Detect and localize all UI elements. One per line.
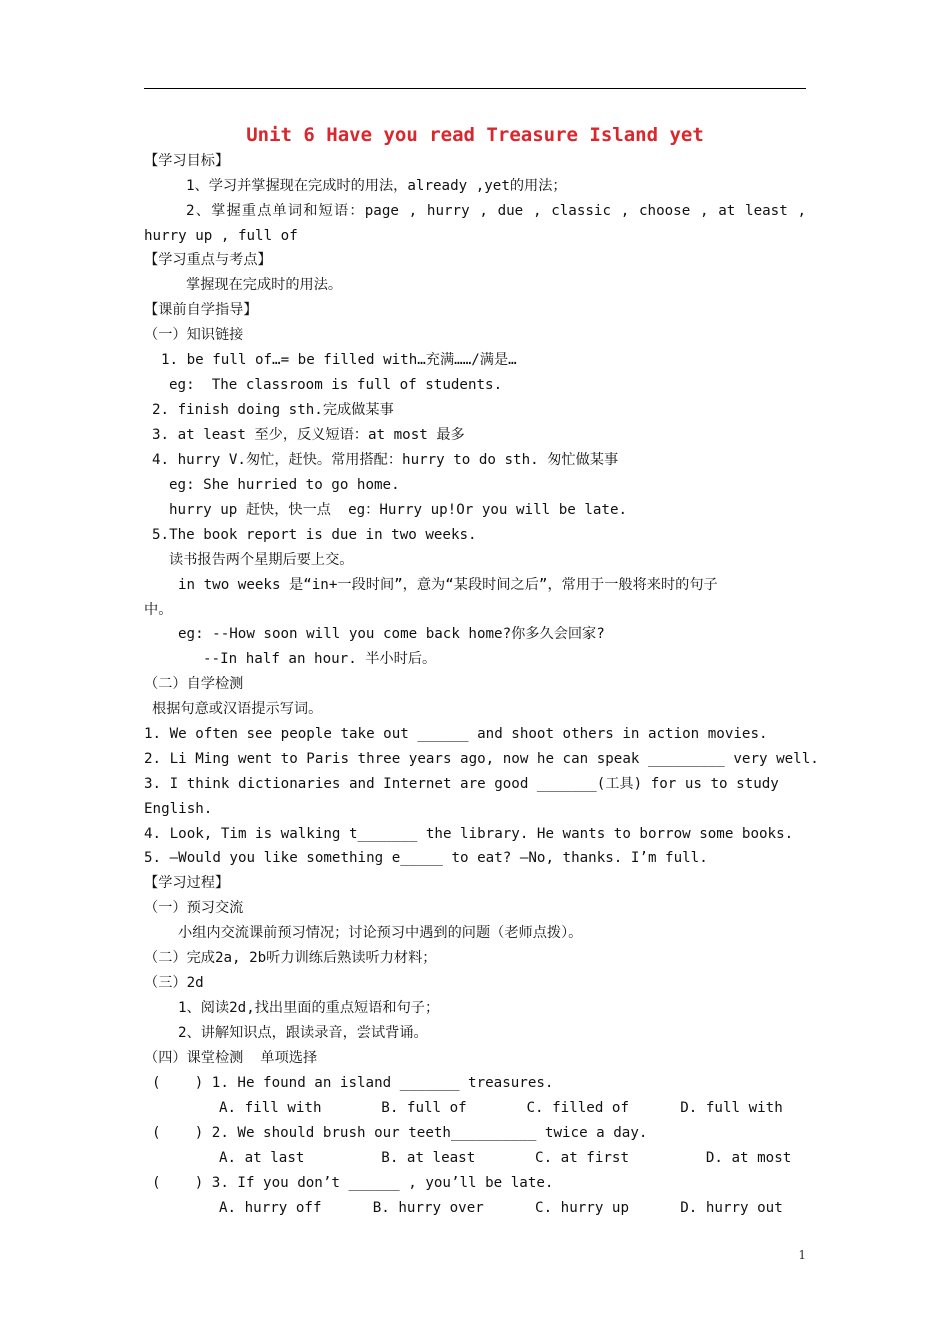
text-line: 中。 — [144, 602, 173, 618]
options-line: A. at last B. at least C. at first D. at most — [219, 1150, 792, 1166]
subsection-heading: （二）自学检测 — [144, 676, 244, 692]
text-line: eg: --How soon will you come back home?你多久会回家? — [178, 626, 605, 642]
text-line: --In half an hour. 半小时后。 — [203, 651, 437, 667]
section-heading: 【课前自学指导】 — [144, 302, 258, 318]
text-line: 1、学习并掌握现在完成时的用法，already ,yet的用法； — [186, 178, 567, 194]
text-line: in two weeks 是“in+一段时间”，意为“某段时间之后”，常用于一般将来时的句子 — [178, 577, 718, 593]
subsection-heading: （一）知识链接 — [144, 327, 244, 343]
subsection-heading: （一）预习交流 — [144, 900, 244, 916]
text-line: 2. finish doing sth.完成做某事 — [152, 402, 394, 418]
text-line: 5.The book report is due in two weeks. — [152, 527, 477, 543]
text-line: 2、掌握重点单词和短语：page , hurry , due , classic , choose , at least , — [186, 203, 806, 219]
text-line: 小组内交流课前预习情况；讨论预习中遇到的问题（老师点拨）。 — [178, 925, 583, 941]
subsection-heading: （三）2d — [144, 975, 204, 991]
text-line: 读书报告两个星期后要上交。 — [169, 552, 354, 568]
section-heading: 【学习目标】 — [144, 153, 230, 169]
exercise-line: English. — [144, 801, 213, 817]
text-line: 3. at least 至少，反义短语：at most 最多 — [152, 427, 465, 443]
subsection-heading: （四）课堂检测 单项选择 — [144, 1050, 318, 1066]
exercise-line: 2. Li Ming went to Paris three years ago, now he can speak _________ very well. — [144, 751, 819, 767]
exercise-line: 5. —Would you like something e_____ to eat? —No, thanks. I’m full. — [144, 850, 708, 866]
section-heading: 【学习重点与考点】 — [144, 252, 272, 268]
question-line: ( ) 1. He found an island _______ treasures. — [152, 1075, 554, 1091]
text-line: eg: She hurried to go home. — [169, 477, 400, 493]
text-line: 2、讲解知识点，跟读录音，尝试背诵。 — [178, 1025, 428, 1041]
text-line: eg: The classroom is full of students. — [169, 377, 503, 393]
text-line: 4. hurry V.匆忙，赶快。常用搭配：hurry to do sth. 匆忙做某事 — [152, 452, 619, 468]
options-line: A. hurry off B. hurry over C. hurry up D. hurry out — [219, 1200, 783, 1216]
text-line: 1. be full of…= be filled with…充满……/满是… — [161, 352, 517, 368]
section-heading: 【学习过程】 — [144, 875, 230, 891]
exercise-line: 4. Look, Tim is walking t_______ the library. He wants to borrow some books. — [144, 826, 794, 842]
question-line: ( ) 2. We should brush our teeth__________ twice a day. — [152, 1125, 648, 1141]
page-number: 1 — [798, 1248, 806, 1262]
text-line: hurry up , full of — [144, 228, 298, 244]
page-title: Unit 6 Have you read Treasure Island yet — [246, 124, 704, 146]
subsection-heading: （二）完成2a, 2b听力训练后熟读听力材料； — [144, 950, 437, 966]
options-line: A. fill with B. full of C. filled of D. full with — [219, 1100, 783, 1116]
text-line: hurry up 赶快，快一点 eg：Hurry up!Or you will be late. — [169, 502, 628, 518]
text-line: 掌握现在完成时的用法。 — [186, 277, 343, 293]
header-rule — [144, 88, 806, 89]
exercise-line: 3. I think dictionaries and Internet are good _______(工具) for us to study — [144, 776, 779, 792]
question-line: ( ) 3. If you don’t ______ , you’ll be late. — [152, 1175, 554, 1191]
text-line: 1、阅读2d,找出里面的重点短语和句子； — [178, 1000, 440, 1016]
text-line: 根据句意或汉语提示写词。 — [152, 701, 323, 717]
exercise-line: 1. We often see people take out ______ and shoot others in action movies. — [144, 726, 768, 742]
